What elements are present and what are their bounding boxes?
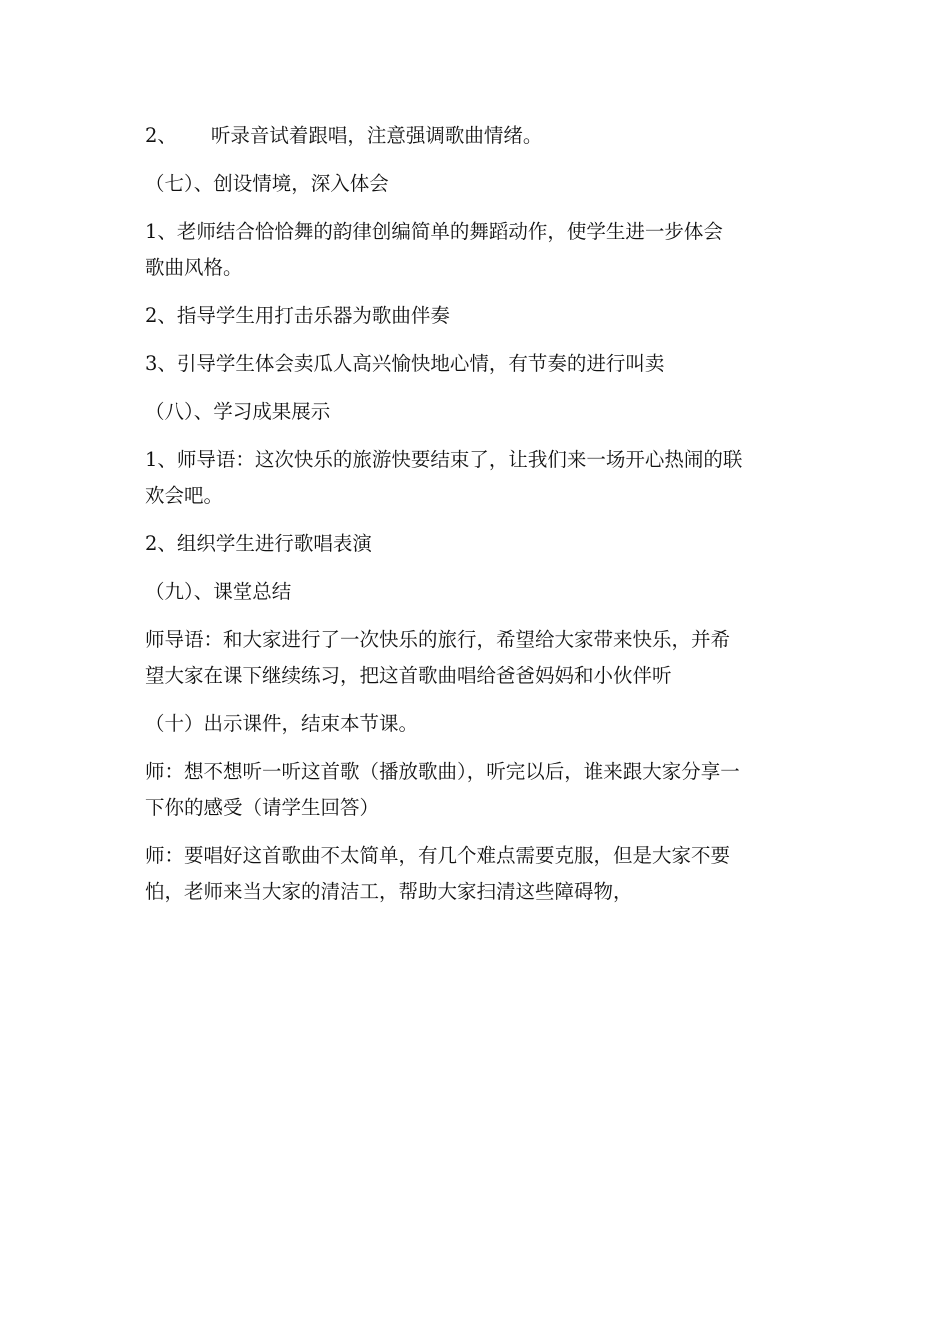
text-line: 3、引导学生体会卖瓜人高兴愉快地心情，有节奏的进行叫卖: [145, 352, 665, 375]
text-line: 2、组织学生进行歌唱表演: [145, 532, 372, 555]
paragraph-dance: [145, 214, 817, 286]
text-line: （八）、学习成果展示: [145, 400, 331, 423]
paragraph-vendor: [145, 346, 817, 382]
text-line: 下你的感受（请学生回答）: [145, 796, 380, 819]
text-line: 歌曲风格。: [145, 256, 243, 279]
text-line: [145, 118, 817, 154]
list-number: 2、: [145, 124, 177, 147]
text-line: 1、师导语：这次快乐的旅游快要结束了，让我们来一场开心热闹的联: [145, 448, 743, 471]
paragraph-listen-sing: [145, 118, 817, 154]
paragraph-percussion: [145, 298, 817, 334]
paragraph-performance: [145, 526, 817, 562]
text-line: 师：要唱好这首歌曲不太简单，有几个难点需要克服，但是大家不要: [145, 844, 731, 867]
text-line: 望大家在课下继续练习，把这首歌曲唱给爸爸妈妈和小伙伴听: [145, 664, 672, 687]
text-line: （九）、课堂总结: [145, 580, 292, 603]
line-text: 听录音试着跟唱，注意强调歌曲情绪。: [210, 124, 543, 147]
paragraph-difficulties: [145, 838, 817, 910]
paragraph-party: [145, 442, 817, 514]
text-line: 1、老师结合恰恰舞的韵律创编简单的舞蹈动作，使学生进一步体会: [145, 220, 723, 243]
text-line: 怕，老师来当大家的清洁工，帮助大家扫清这些障碍物，: [145, 880, 633, 903]
section-heading-10: [145, 706, 817, 742]
section-heading-8: [145, 394, 817, 430]
document-body: [145, 118, 817, 922]
paragraph-listen-song: [145, 754, 817, 826]
text-line: （十）出示课件，结束本节课。: [145, 712, 419, 735]
text-line: 欢会吧。: [145, 484, 224, 507]
text-line: 师：想不想听一听这首歌（播放歌曲），听完以后，谁来跟大家分享一: [145, 760, 740, 783]
section-heading-7: [145, 166, 817, 202]
text-line: 2、指导学生用打击乐器为歌曲伴奏: [145, 304, 450, 327]
paragraph-summary: [145, 622, 817, 694]
text-line: 师导语：和大家进行了一次快乐的旅行，希望给大家带来快乐，并希: [145, 628, 731, 651]
text-line: （七）、创设情境，深入体会: [145, 172, 389, 195]
section-heading-9: [145, 574, 817, 610]
